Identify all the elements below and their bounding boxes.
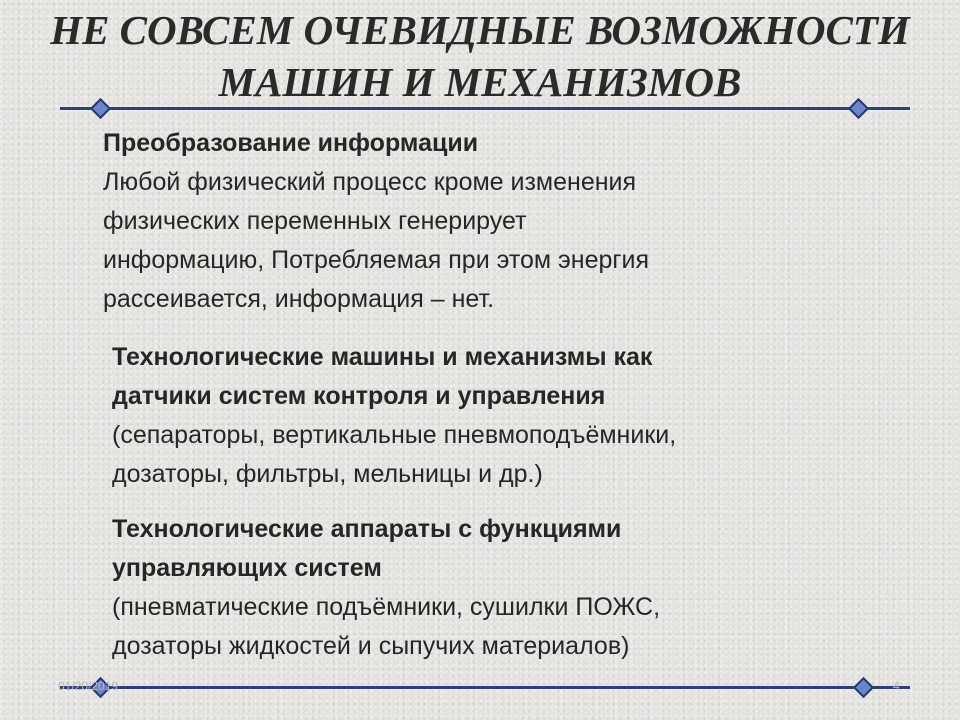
section-machines-as-sensors (112, 338, 676, 494)
top-divider (60, 107, 910, 110)
section-text-line: (пневматические подъёмники, сушилки ПОЖС, (112, 593, 661, 621)
section-heading-line: управляющих систем (112, 554, 382, 582)
footer-date: 01/20/2019 (58, 679, 119, 693)
section-text-line: дозаторы жидкостей и сыпучих материалов) (112, 632, 630, 660)
bottom-divider-right-diamond-icon (853, 677, 874, 698)
section-text-line: информацию, Потребляемая при этом энергия (103, 246, 650, 274)
slide-title-line-1: НЕ СОВСЕМ ОЧЕВИДНЫЕ ВОЗМОЖНОСТИ (50, 7, 910, 53)
section-heading-line: датчики систем контроля и управления (112, 382, 606, 410)
section-heading-line: Технологические машины и механизмы как (112, 343, 653, 371)
section-text-line: физических переменных генерирует (103, 207, 527, 235)
section-text-line: рассеивается, информация – нет. (103, 285, 495, 313)
bottom-divider (60, 686, 910, 689)
section-text-line: (сепараторы, вертикальные пневмоподъёмники, (112, 421, 677, 449)
section-text-line: Любой физический процесс кроме изменения (103, 168, 637, 196)
section-apparatus-control-functions (112, 510, 660, 666)
section-heading-line: Технологические аппараты с функциями (112, 515, 622, 543)
section-information-transformation (103, 124, 649, 319)
section-text-line: дозаторы, фильтры, мельницы и др.) (112, 460, 543, 488)
section-heading: Преобразование информации (103, 129, 479, 157)
slide-number: 4 (893, 679, 900, 693)
slide-title-line-2: МАШИН И МЕХАНИЗМОВ (218, 59, 742, 105)
